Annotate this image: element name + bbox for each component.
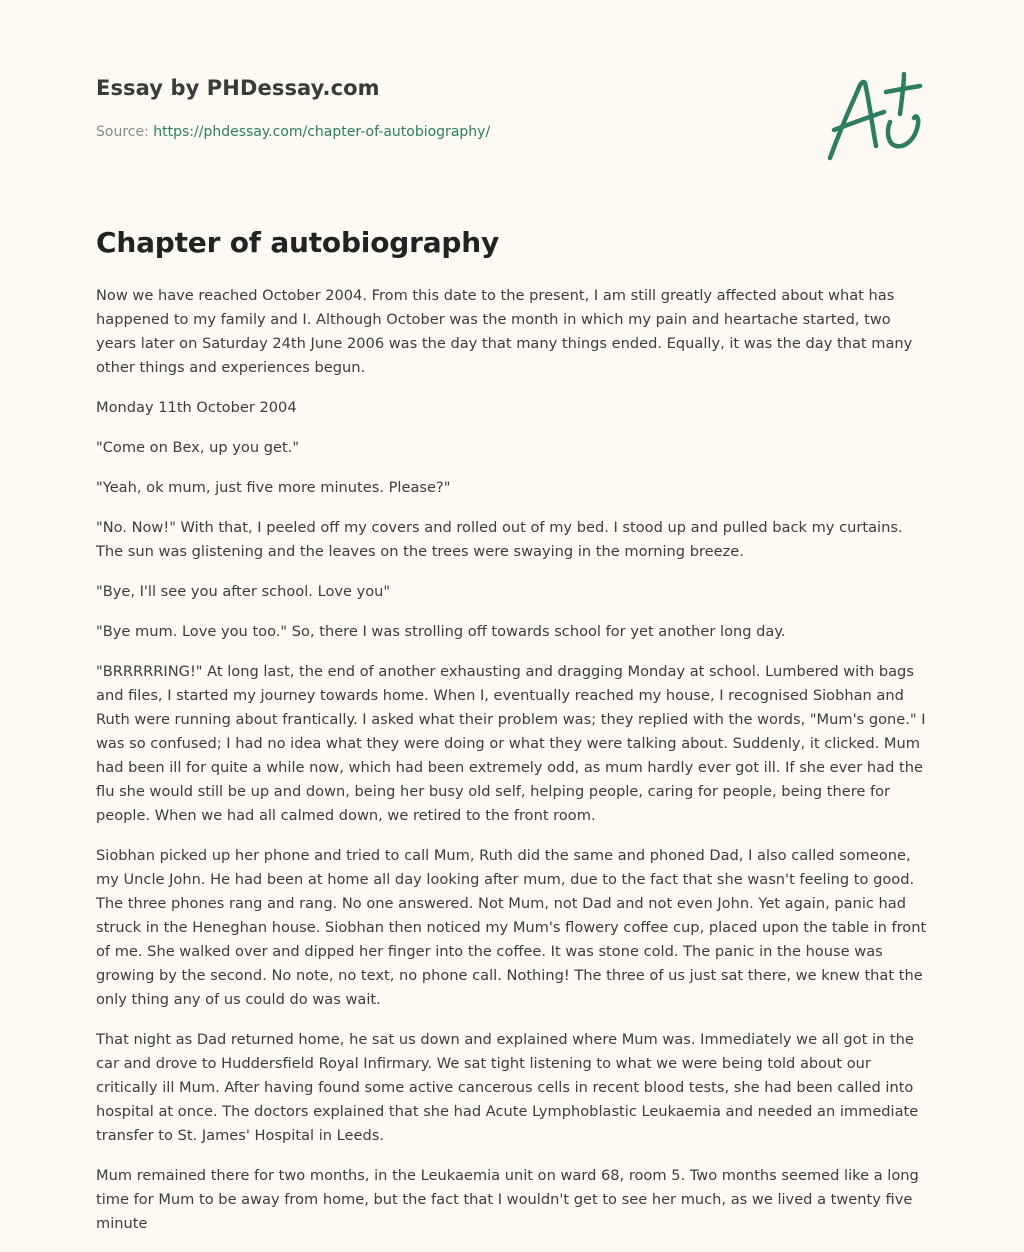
essay-title: Chapter of autobiography xyxy=(96,226,500,259)
source-label: Source: xyxy=(96,124,149,140)
paragraph: "Bye mum. Love you too." So, there I was strolling off towards school for yet another long day. xyxy=(96,623,786,640)
paragraph: "No. Now!" With that, I peeled off my covers and rolled out of my bed. I stood up and pulled back my curtains. The sun was glistening and the leaves on the trees were swaying in the morning breeze. xyxy=(96,519,903,560)
paragraph: Mum remained there for two months, in the Leukaemia unit on ward 68, room 5. Two months seemed like a long time for Mum to be away from home, but the fact that I wouldn't get to see her much, as we lived a twenty five minute xyxy=(96,1167,919,1232)
paragraph: Monday 11th October 2004 xyxy=(96,399,297,416)
paragraph: "Yeah, ok mum, just five more minutes. Please?" xyxy=(96,479,451,496)
paragraph: Siobhan picked up her phone and tried to call Mum, Ruth did the same and phoned Dad, I also called someone, my Uncle John. He had been at home all day looking after mum, due to the fact that she wasn't feeling to good. The three phones rang and rang. No one answered. Not Mum, not Dad and not even John. Yet again, panic had struck in the Heneghan house. Siobhan then noticed my Mum's flowery coffee cup, placed upon the table in front of me. She walked over and dipped her finger into the coffee. It was stone cold. The panic in the house was growing by the second. No note, no text, no phone call. Nothing! The three of us just sat there, we knew that the only thing any of us could do was wait. xyxy=(96,847,927,1008)
source-line xyxy=(96,124,490,140)
essay-body xyxy=(96,284,932,1252)
a-plus-logo-icon xyxy=(824,70,924,164)
paragraph: "BRRRRRING!" At long last, the end of another exhausting and dragging Monday at school. Lumbered with bags and files, I started my journey towards home. When I, eventually reached my house, I recognised Siobhan and Ruth were running about frantically. I asked what their problem was; they replied with the words, "Mum's gone." I was so confused; I had no idea what they were doing or what they were talking about. Suddenly, it clicked. Mum had been ill for quite a while now, which had been extremely odd, as mum hardly ever got ill. If she ever had the flu she would still be up and down, being her busy old self, helping people, caring for people, being there for people. When we had all calmed down, we retired to the front room. xyxy=(96,663,926,824)
paragraph: "Come on Bex, up you get." xyxy=(96,439,300,456)
paragraph: "Bye, I'll see you after school. Love you" xyxy=(96,583,391,600)
paragraph: Now we have reached October 2004. From this date to the present, I am still greatly affected about what has happened to my family and I. Although October was the month in which my pain and heartache started, two years later on Saturday 24th June 2006 was the day that many things ended. Equally, it was the day that many other things and experiences begun. xyxy=(96,287,913,376)
paragraph: That night as Dad returned home, he sat us down and explained where Mum was. Immediately we all got in the car and drove to Huddersfield Royal Infirmary. We sat tight listening to what we were being told about our critically ill Mum. After having found some active cancerous cells in recent blood tests, she had been called into hospital at once. The doctors explained that she had Acute Lymphoblastic Leukaemia and needed an immediate transfer to St. James' Hospital in Leeds. xyxy=(96,1031,919,1144)
site-title: Essay by PHDessay.com xyxy=(96,76,380,100)
source-link[interactable]: https://phdessay.com/chapter-of-autobiography/ xyxy=(153,124,491,140)
